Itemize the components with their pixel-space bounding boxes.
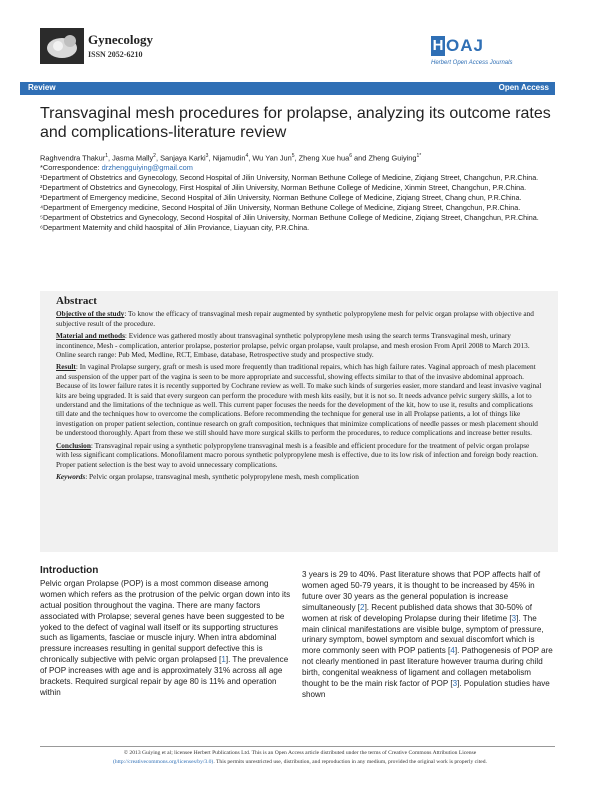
affiliation: ⁶Department Maternity and child haospital of Jilin Proviance, Liayuan city, P.R.China.	[40, 223, 310, 233]
publisher-logo[interactable]	[431, 30, 551, 70]
citation-link[interactable]: 2	[360, 602, 365, 612]
affiliation: ⁴Department of Emergency medicine, Second Hospital of Jilin University, Norman Bethune College of Medicine, Ziqiang Street, Changchun, P.R.China.	[40, 203, 521, 213]
intro-paragraph-continued: 3 years is 29 to 40%. Past literature shows that POP affects half of women aged 50-79 years, it is thought to be increased by 45% in future over 30 years as the general population is increase simultaneously [2]. Recent published data shows that 30-50% of women at risk of developing Prolapse during their lifetime [3]. The main clinical manifestations are visible bulge, symptom of pressure, urinary symptom, bowel symptom and sexual discomfort which is more commonly seen with POP patients [4]. Pathogenesis of POP are not clearly mentioned in past literature however trauma during child birth, congenital weakness of ligament and collagen metabolism thought to be the main risk factor of POP [3]. Population studies have shown	[302, 570, 553, 699]
author: Jasma Mally	[112, 153, 154, 163]
publisher-logo-mark: H	[432, 37, 444, 54]
affiliation: ³Department of Emergency medicine, Second Hospital of Jilin University, Norman Bethune College of Medicine, Ziqiang Street, Chang chun, P.R.China.	[40, 193, 522, 203]
article-type: Review	[28, 83, 56, 92]
citation-link[interactable]: 1	[221, 655, 226, 665]
correspondence	[40, 163, 560, 173]
affiliation: ⁵Department of Obstetrics and Gynecology, Second Hospital of Jilin University, Norman Bethune College of Medicine, Ziqiang Street, Changchun, P.R.China.	[40, 213, 539, 223]
abstract-heading: Abstract	[56, 295, 97, 307]
author: Wu Yan Jun	[252, 153, 292, 163]
abstract-keywords: Keywords: Pelvic organ prolapse, transvaginal mesh, synthetic polypropylene mesh, mesh complication	[56, 471, 359, 481]
correspondence-label: *Correspondence:	[40, 163, 100, 173]
affiliation: ¹Department of Obstetrics and Gynecology, Second Hospital of Jilin University, Norman Bethune College of Medicine, Ziqiang Street, Changchun, P.R.China.	[40, 173, 539, 183]
section-heading-introduction: Introduction	[40, 565, 99, 576]
author: Raghvendra Thakur	[40, 153, 106, 163]
license-link[interactable]: (http://creativecommons.org/licenses/by/3.0)	[113, 759, 214, 765]
affiliation: ²Department of Obstetrics and Gynecology, First Hospital of Jilin University, Norman Bethune College of Medicine, Xinmin Street, Changchun, P.R.China.	[40, 183, 527, 193]
author-list: Raghvendra Thakur$^1$, Jasma Mally$^2$, Sanjaya Karki$^3$, Nijamudin$^4$, Wu Yan Jun$^5$, Zheng Xue hua$^6$ and Zheng Guiying$^{1*}$	[40, 153, 422, 163]
journal-header	[40, 28, 555, 78]
citation-link[interactable]: 3	[511, 613, 517, 623]
abstract-methods: Material and methods: Evidence was gathered mostly about transvaginal synthetic polypropylene mesh using the search terms Transvaginal mesh, urinary incontinence, Mesh - complication, anterior prolapse, posterior prolapse, pelvic organ prolapse, vault prolapse, and mesh erosion From April 2008 to March 2013. Online search range: Pub Med, Medline, RCT, Embase, database, Retrospective study and prospective study.	[56, 331, 530, 360]
journal-name: Gynecology	[88, 32, 153, 47]
abstract-conclusion: Conclusion: Transvaginal repair using a synthetic polypropylene transvaginal mesh is a feasible and efficient procedure for the treatment of pelvic organ prolapse with less significant complications. Monofilament macro porous synthetic polypropylene mesh is effective, due to its low risk of infection and foreign body reaction. Proper patient selection is the best way to avoid unnecessary complications.	[56, 440, 538, 469]
journal-logo-image	[40, 28, 84, 64]
author: Zheng Guiying	[368, 153, 417, 163]
correspondence-email-link[interactable]: drzhengguiying@gmail.com	[101, 163, 193, 173]
body-column-left	[40, 566, 292, 699]
publisher-logo-text: OAJ	[446, 36, 484, 55]
citation-link[interactable]: 4	[450, 646, 455, 656]
author: Nijamudin	[212, 153, 246, 163]
abstract-box	[40, 291, 558, 552]
author-block	[40, 151, 560, 233]
intro-paragraph: Pelvic organ Prolapse (POP) is a most common disease among women which refers as the protrusion of the pelvic organ down into its actual position throughout the vagina. There are many factors associated with Prolapse; several genes have been suggested to be yoked to the defect of vaginal wall itself or its supporting structures such as ligaments, fasciae or muscle injury. When intra abdominal pressure increases resulting in genital support defective this is chronically subjective with pelvic organ prolapsed [1]. The prevalence of POP increases with age and is approximately 31% across all age brackets. Required surgical repair by age 80 is 11% and operation within	[40, 578, 291, 697]
author: Sanjaya Karki	[160, 153, 206, 163]
abstract-objective: Objective of the study: To know the efficacy of transvaginal mesh repair augmented by synthetic polypropylene mesh for pelvic organ prolapse with objective and subjective result of the procedure.	[56, 309, 534, 328]
author: Zheng Xue hua	[298, 153, 350, 163]
article-type-band	[20, 82, 555, 95]
publisher-tagline: Herbert Open Access Journals	[431, 60, 513, 66]
body-column-right	[302, 570, 554, 701]
article-title: Transvaginal mesh procedures for prolapse, analyzing its outcome rates and complications-literature review	[40, 105, 551, 141]
footer-divider	[40, 746, 555, 747]
open-access-label: Open Access	[498, 83, 549, 92]
license-footer: © 2013 Guiying et al; licensee Herbert Publications Ltd. This is an Open Access article distributed under the terms of Creative Commons Attribution License (http://creativecommons.org/licenses/by/3.0). This permits unrestricted use, distribution, and reproduction in any medium, provided the original work is properly cited.	[113, 750, 487, 765]
abstract-result: Result: In vaginal Prolapse surgery, graft or mesh is used more frequently than traditional repairs, which has high failure rates. Vaginal approach of mesh placement and suspension of the upper part of the vagina is seen to be more appropriate and successful, showing effects similar to that of the invasive abdominal approach. Because of its lower failure rates it is recently supported by Cochrane review as well. To make such kinds of surgeries easier, more standard and least invasive vaginal kits are being upgraded. It is said that every surgeon can perform the procedure with mesh kits easily, but it is not so. It needs advance pelvic surgery skills, a lot to understand and the limitations of the technique as well. This current paper focuses the needs for the development of the kit, how to use it, results and complications till date and the techniques how to overcome the complications. Before recommending the technique for general use in all Prolapse patients, a lot of things like investigation on proper patient selection, continue research on graft composition, techniques that minimize complications of needle passes or mesh placement should be understood thoroughly. Apart from these we still should have more surgical skills to perform the procedures, to reduce complications and increase better results.	[56, 362, 542, 438]
citation-link[interactable]: 3	[452, 679, 458, 689]
journal-issn: ISSN 2052-6210	[88, 50, 143, 59]
